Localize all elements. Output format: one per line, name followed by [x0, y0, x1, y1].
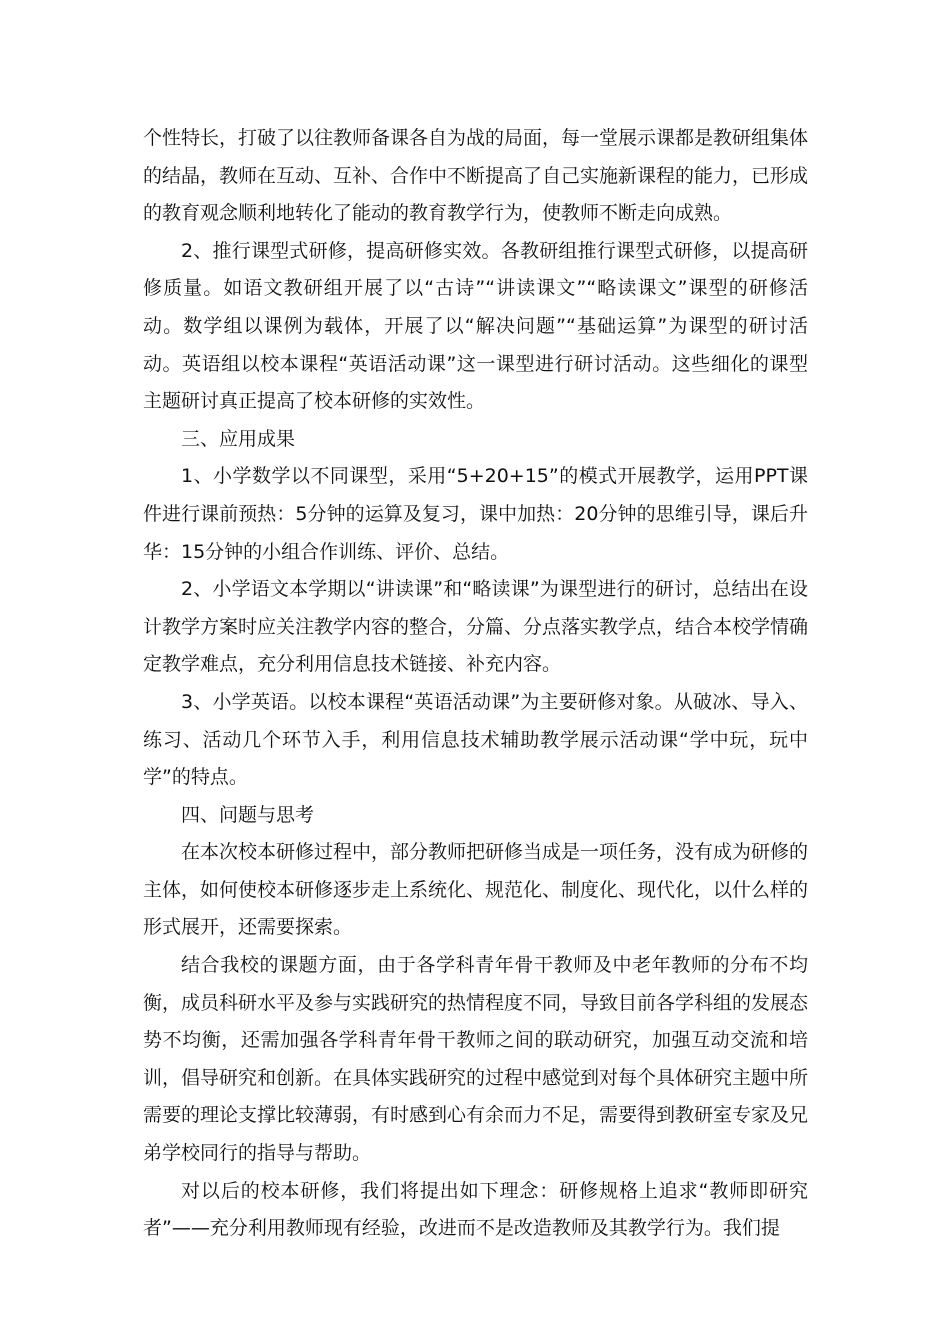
paragraph-problems-1: 在本次校本研修过程中，部分教师把研修当成是一项任务，没有成为研修的主体，如何使校本研修逐步走上系统化、规范化、制度化、现代化，以什么样的形式展开，还需要探索。: [143, 841, 809, 939]
paragraph-course-type-research: 2、推行课型式研修，提高研修实效。各教研组推行课型式研修，以提高研修质量。如语文教研组开展了以“古诗”“讲读课文”“略读课文”课型的研修活动。数学组以课例为载体，开展了以“解决问题”“基础运算”为课型的研讨活动。英语组以校本课程“英语活动课”这一课型进行研讨活动。这些细化的课型主题研讨真正提高了校本研修的实效性。: [143, 239, 808, 413]
paragraph-chinese-results: 2、小学语文本学期以“讲读课”和“略读课”为课型进行的研讨，总结出在设计教学方案时应关注教学内容的整合，分篇、分点落实教学点，结合本校学情确定教学难点，充分利用信息技术链接、补充内容。: [143, 578, 809, 676]
section-heading-results: 三、应用成果: [181, 427, 296, 450]
paragraph-future-ideas: 对以后的校本研修，我们将提出如下理念：研修规格上追求“教师即研究者”——充分利用教师现有经验，改进而不是改造教师及其教学行为。我们提: [143, 1179, 808, 1240]
section-heading-problems: 四、问题与思考: [181, 803, 315, 826]
paragraph-problems-2: 结合我校的课题方面，由于各学科青年骨干教师及中老年教师的分布不均衡，成员科研水平及参与实践研究的热情程度不同，导致目前各学科组的发展态势不均衡，还需加强各学科青年骨干教师之间的联动研究，加强互动交流和培训，倡导研究和创新。在具体实践研究的过程中感觉到对每个具体研究主题中所需要的理论支撑比较薄弱，有时感到心有余而力不足，需要得到教研室专家及兄弟学校同行的指导与帮助。: [143, 954, 809, 1165]
paragraph-continuation: 个性特长，打破了以往教师备课各自为战的局面，每一堂展示课都是教研组集体的结晶，教师在互动、互补、合作中不断提高了自己实施新课程的能力，已形成的教育观念顺利地转化了能动的教育教学行为，使教师不断走向成熟。: [143, 127, 809, 225]
document-body: [143, 120, 808, 1248]
paragraph-math-results: 1、小学数学以不同课型，采用“5+20+15”的模式开展教学，运用PPT课件进行课前预热：5分钟的运算及复习，课中加热：20分钟的思维引导，课后升华：15分钟的小组合作训练、评价、总结。: [143, 465, 808, 563]
paragraph-english-results: 3、小学英语。以校本课程“英语活动课”为主要研修对象。从破冰、导入、练习、活动几个环节入手，利用信息技术辅助教学展示活动课“学中玩，玩中学”的特点。: [143, 690, 808, 789]
